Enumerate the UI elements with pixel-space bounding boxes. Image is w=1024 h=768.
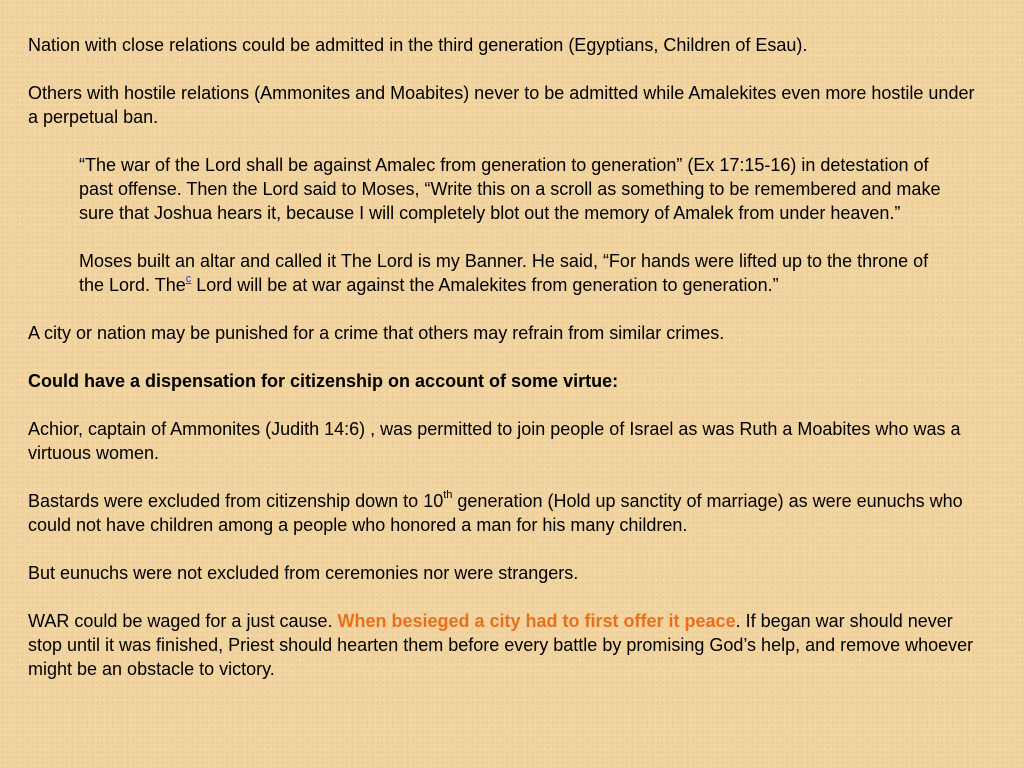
paragraph-bastards-text-end: generation (Hold up sanctity of marriage) as were eunuchs who could not have children among a people who honored a man for his many children. bbox=[28, 491, 963, 535]
paragraph-war-text-end: . If began war should never stop until it was finished, Priest should hearten them before every battle by promising God’s help, and remove whoever might be an obstacle to victory. bbox=[28, 611, 974, 679]
highlight-peace: When besieged a city had to first offer it peace bbox=[337, 611, 736, 631]
paragraph-eunuchs: But eunuchs were not excluded from ceremonies nor were strangers. bbox=[28, 563, 579, 583]
superscript-th: th bbox=[443, 489, 453, 501]
slide-body bbox=[28, 33, 988, 705]
quote-moses-altar-text: Moses built an altar and called it The Lord is my Banner. He said, “For hands were lifted up to the throne of the Lord. The bbox=[79, 251, 929, 295]
footnote-link-c[interactable]: c bbox=[185, 273, 192, 285]
paragraph-war bbox=[28, 609, 988, 681]
paragraph-bastards-text: Bastards were excluded from citizenship down to 10 bbox=[28, 491, 444, 511]
heading-dispensation: Could have a dispensation for citizenship on account of some virtue: bbox=[28, 371, 619, 391]
paragraph-city-punished: A city or nation may be punished for a crime that others may refrain from similar crimes. bbox=[28, 323, 725, 343]
quote-moses-altar bbox=[28, 249, 988, 297]
quote-war-of-the-lord: “The war of the Lord shall be against Amalec from generation to generation” (Ex 17:15-16) in detestation of past offense. Then the Lord said to Moses, “Write this on a scroll as something to be remembered and make sure that Joshua hears it, because I will completely blot out the memory of Amalek from under heaven.” bbox=[79, 155, 941, 223]
paragraph-bastards bbox=[28, 489, 988, 537]
paragraph-close-relations: Nation with close relations could be admitted in the third generation (Egyptians, Children of Esau). bbox=[28, 35, 808, 55]
paragraph-achior: Achior, captain of Ammonites (Judith 14:6) , was permitted to join people of Israel as was Ruth a Moabites who was a virtuous women. bbox=[28, 419, 961, 463]
paragraph-war-text: WAR could be waged for a just cause. bbox=[28, 611, 338, 631]
paragraph-hostile-relations: Others with hostile relations (Ammonites and Moabites) never to be admitted while Amalekites even more hostile under a perpetual ban. bbox=[28, 83, 975, 127]
quote-moses-altar-text-end: Lord will be at war against the Amalekites from generation to generation.” bbox=[191, 275, 779, 295]
